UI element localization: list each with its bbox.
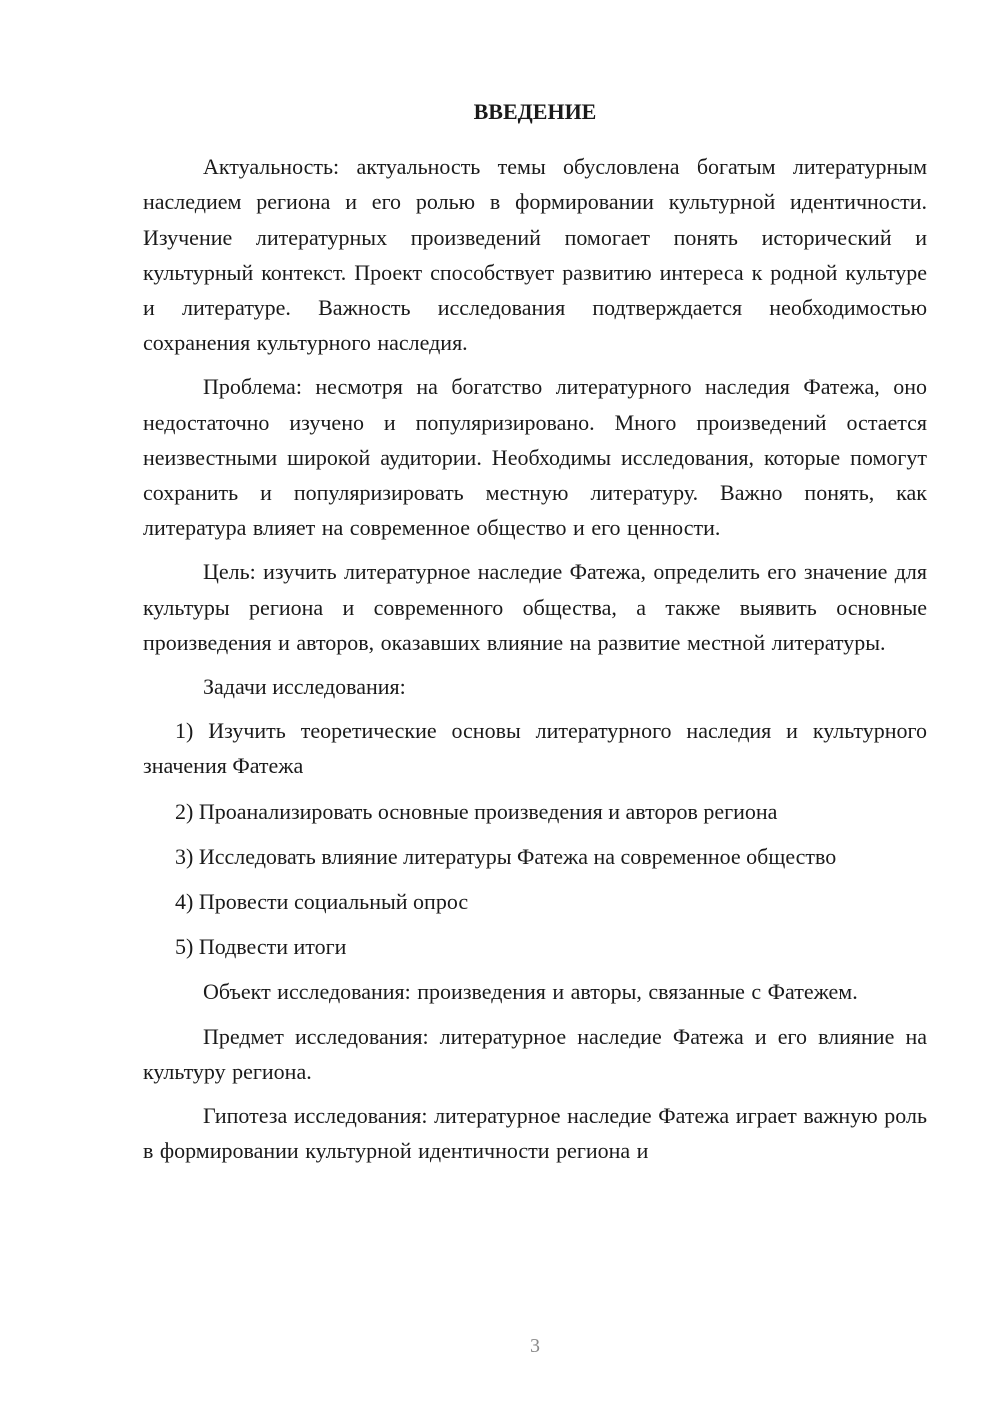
problem-paragraph: Проблема: несмотря на богатство литературного наследия Фатежа, оно недостаточно изучено и популяризировано. Много произведений остается неизвестными широкой аудитории. Необходимы исследования, которые помогут сохранить и популяризировать местную литературу. Важно понять, как литература влияет на современное общество и его ценности.	[143, 374, 927, 541]
document-body	[143, 94, 927, 1177]
task-item-5: 5) Подвести итоги	[175, 934, 347, 960]
hypothesis-paragraph: Гипотеза исследования: литературное наследие Фатежа играет важную роль в формировании культурной идентичности региона и	[143, 1103, 927, 1164]
subject-paragraph: Предмет исследования: литературное наследие Фатежа и его влияние на культуру региона.	[143, 1023, 927, 1084]
tasks-heading: Задачи исследования:	[203, 674, 406, 700]
goal-paragraph: Цель: изучить литературное наследие Фатежа, определить его значение для культуры региона и современного общества, а также выявить основные произведения и авторов, оказавших влияние на развитие местной литературы.	[143, 559, 927, 655]
page-number: 3	[530, 1335, 540, 1357]
task-item-2: 2) Проанализировать основные произведения и авторов региона	[175, 798, 778, 824]
task-item-3: 3) Исследовать влияние литературы Фатежа на современное общество	[175, 843, 837, 869]
task-item-1: 1) Изучить теоретические основы литературного наследия и культурного значения Фатежа	[143, 718, 927, 779]
task-item-4: 4) Провести социальный опрос	[175, 889, 469, 915]
relevance-paragraph: Актуальность: актуальность темы обусловлена богатым литературным наследием региона и его ролью в формировании культурной идентичности. Изучение литературных произведений помогает понять исторический и культурный контекст. Проект способствует развитию интереса к родной культуре и литературе. Важность исследования подтверждается необходимостью сохранения культурного наследия.	[143, 154, 927, 356]
page-title: ВВЕДЕНИЕ	[473, 99, 597, 124]
object-paragraph: Объект исследования: произведения и авторы, связанные с Фатежем.	[203, 979, 858, 1005]
